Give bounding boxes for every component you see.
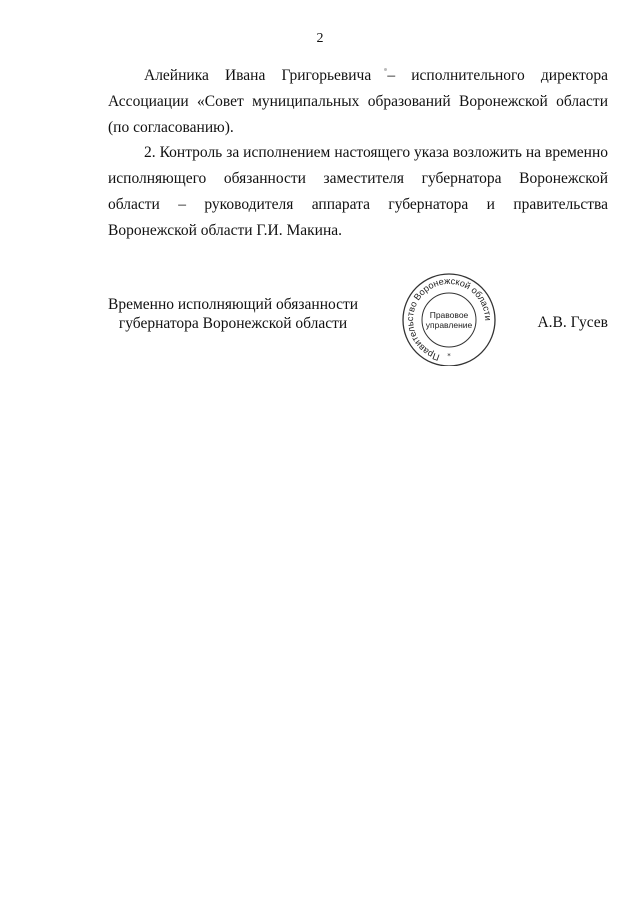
- page-number: 2: [316, 31, 324, 46]
- stamp-inner-line-1: Правовое: [429, 310, 469, 320]
- official-stamp: [398, 272, 500, 366]
- paragraph-continuation: [108, 63, 608, 141]
- signatory-title: [108, 295, 358, 333]
- stamp-inner-line-2: управление: [425, 320, 473, 330]
- signatory-title-line-2: губернатора Воронежской области: [118, 315, 348, 332]
- signatory-name: А.В. Гусев: [537, 314, 608, 331]
- paragraph-control: [108, 140, 608, 244]
- stamp-star-icon: *: [447, 352, 451, 360]
- paragraph-text: Алейника Ивана Григорьевича – исполнительного директора Ассоциации «Совет муниципальных образований Воронежской области (по согласованию).: [108, 67, 608, 136]
- signatory-title-line-1: Временно исполняющий обязанности: [108, 296, 359, 313]
- stamp-outer-text: Правительство Воронежской области: [405, 275, 494, 363]
- paragraph-text: 2. Контроль за исполнением настоящего указа возложить на временно исполняющего обязанности заместителя губернатора Воронежской области – руководителя аппарата губернатора и правительства Воронежской области Г.И. Макина.: [108, 144, 608, 239]
